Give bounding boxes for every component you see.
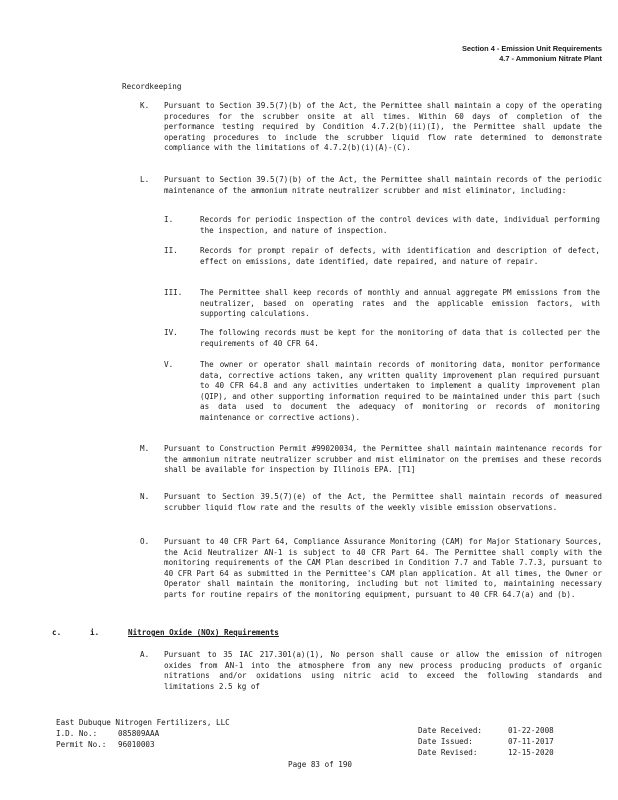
sub-item-ii-label: II. xyxy=(164,246,178,255)
sub-item-i-label: I. xyxy=(164,215,174,224)
item-o-text: Pursuant to 40 CFR Part 64, Compliance Assurance Monitoring (CAM) for Major Stationary Sources, the Acid Neutralizer AN-1 is subject to 40 CFR Part 64. The Permittee shall comply with the monitoring requirements of the CAM Plan described in Condition 7.7 and Table 7.7.3, pursuant to 40 CFR Part 64 as submitted in the Permittee's CAM plan application. At all times, the Owner or Operator shall maintain the monitoring, including but not limited to, maintaining necessary parts for routine repairs of the monitoring equipment, pursuant to 40 CFR 64.7(a) and (b). xyxy=(164,537,602,599)
footer-id-value: 085809AAA xyxy=(118,729,160,738)
section-header xyxy=(462,44,602,64)
item-k-label: K. xyxy=(140,101,150,110)
sub-item-iv-label: IV. xyxy=(164,328,178,337)
item-n-label: N. xyxy=(140,492,150,501)
item-l-text: Pursuant to Section 39.5(7)(b) of the Act, the Permittee shall maintain records of the periodic maintenance of the ammonium nitrate neutralizer scrubber and mist eliminator, including: xyxy=(164,175,602,195)
item-a-text: Pursuant to 35 IAC 217.301(a)(1), No person shall cause or allow the emission of nitrogen oxides from AN-1 into the atmosphere from any new process producing products of organic nitrations and/or oxidations using nitric acid to exceed the following standards and limitations 2.5 kg of xyxy=(164,650,602,691)
subsection-title: 4.7 - Ammonium Nitrate Plant xyxy=(499,54,602,63)
section-c-number: i. xyxy=(90,628,100,637)
item-k-text: Pursuant to Section 39.5(7)(b) of the Act, the Permittee shall maintain a copy of the operating procedures for the scrubber onsite at all times. Within 60 days of completion of the performance testing required by Condition 4.7.2(b)(ii)(I), the Permittee shall update the operating procedures to include the scrubber liquid flow rate determined to demonstrate compliance with the limitations of 4.7.2(b)(i)(A)-(C). xyxy=(164,101,602,153)
item-o-label: O. xyxy=(140,537,150,546)
sub-item-iv-text: The following records must be kept for the monitoring of data that is collected per the requirements of 40 CFR 64. xyxy=(200,328,600,348)
item-l-label: L. xyxy=(140,175,150,184)
item-m-text: Pursuant to Construction Permit #99020034, the Permittee shall maintain maintenance records for the ammonium nitrate neutralizer scrubber and mist eliminator on the premises and these records shall be available for inspection by Illinois EPA. [T1] xyxy=(164,444,602,475)
sub-item-i-text: Records for periodic inspection of the control devices with date, individual performing the inspection, and nature of inspection. xyxy=(200,215,600,235)
footer-id-label: I.D. No.: xyxy=(56,729,98,738)
item-a-label: A. xyxy=(140,650,150,659)
sub-item-iii-label: III. xyxy=(164,288,183,297)
sub-item-ii-text: Records for prompt repair of defects, with identification and description of defect, effect on emissions, date identified, date repaired, and nature of repair. xyxy=(200,246,600,266)
footer-permit-value: 96010003 xyxy=(118,740,155,749)
footer-received-value: 01-22-2008 xyxy=(508,726,554,735)
footer-permit-label: Permit No.: xyxy=(56,740,107,749)
footer-issued-value: 07-11-2017 xyxy=(508,737,554,746)
footer-issued-label: Date Issued: xyxy=(418,737,473,746)
sub-item-v-text: The owner or operator shall maintain records of monitoring data, monitor performance data, corrective actions taken, any written quality improvement plan required pursuant to 40 CFR 64.8 and any activities undertaken to implement a quality improvement plan (QIP), and other supporting information required to be maintained under this part (such as data used to document the adequacy of monitoring or records of monitoring maintenance or corrective actions). xyxy=(200,360,600,422)
section-title: Section 4 - Emission Unit Requirements xyxy=(461,44,602,53)
item-n-text: Pursuant to Section 39.5(7)(e) of the Act, the Permittee shall maintain records of measured scrubber liquid flow rate and the results of the weekly visible emission observations. xyxy=(164,492,602,512)
nox-requirements-heading: Nitrogen Oxide (NOx) Requirements xyxy=(128,628,279,637)
sub-item-v-label: V. xyxy=(164,360,174,369)
footer-revised-value: 12-15-2020 xyxy=(508,748,554,757)
footer-revised-label: Date Revised: xyxy=(418,748,478,757)
item-m-label: M. xyxy=(140,444,150,453)
footer-company: East Dubuque Nitrogen Fertilizers, LLC xyxy=(56,718,230,727)
recordkeeping-heading: Recordkeeping xyxy=(122,82,182,91)
section-c-letter: c. xyxy=(52,628,62,637)
page-number: Page 83 of 190 xyxy=(288,760,353,769)
footer-received-label: Date Received: xyxy=(418,726,483,735)
sub-item-iii-text: The Permittee shall keep records of monthly and annual aggregate PM emissions from the neutralizer, based on operating rates and the applicable emission factors, with supporting calculations. xyxy=(200,288,600,319)
